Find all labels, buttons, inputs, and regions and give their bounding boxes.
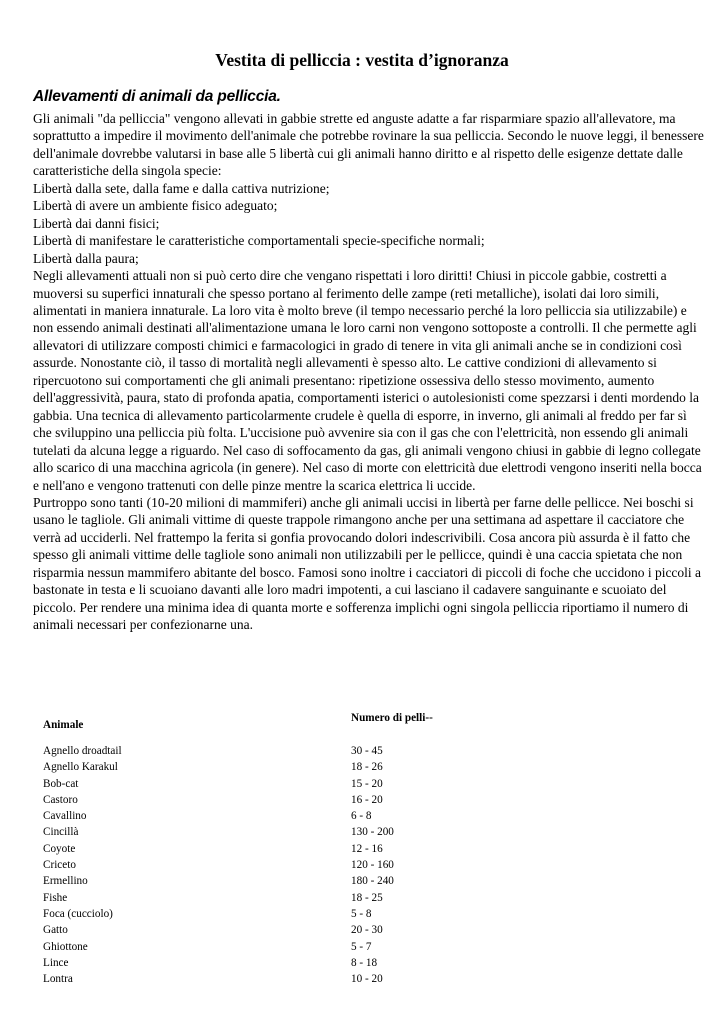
table-row bbox=[43, 873, 443, 889]
paragraph-trapping: Purtroppo sono tanti (10-20 milioni di mammiferi) anche gli animali uccisi in libertà per farne delle pellicce. Nei boschi si usano le tagliole. Gli animali vittime di queste trappole rimangono anche per una settimana ad aspettare il cacciatore che verrà ad ucciderli. Nel frattempo la ferita si gonfia provocando dolori indescrivibili. Cosa ancora più assurda è il fatto che spesso gli animali vittime delle tagliole sono animali non utilizzabili per le pellicce, quindi è una caccia spietata che non risparmia nessun mammifero abitante del bosco. Famosi sono inoltre i cacciatori di piccoli di foche che uccidono i piccoli a bastonate in testa e li scuoiano davanti alle loro madri impotenti, a cui lasciano il cadavere sanguinante e scuoiato del piccolo. Per rendere una minima idea di quanta morte e sofferenza implichi ogni singola pelliccia riportiamo il numero di animali necessari per confezionarne una. bbox=[33, 494, 702, 633]
cell-animal: Lontra bbox=[43, 973, 73, 986]
paragraph-freedom-3: Libertà dai danni fisici; bbox=[33, 215, 160, 231]
table-row bbox=[43, 808, 443, 824]
cell-pelts: 16 - 20 bbox=[351, 793, 383, 806]
cell-pelts: 130 - 200 bbox=[351, 826, 394, 839]
cell-pelts: 18 - 25 bbox=[351, 891, 383, 904]
cell-pelts: 18 - 26 bbox=[351, 761, 383, 774]
section-subtitle: Allevamenti di animali da pelliccia. bbox=[33, 88, 281, 105]
cell-pelts: 8 - 18 bbox=[351, 956, 378, 969]
cell-pelts: 5 - 7 bbox=[351, 940, 372, 953]
table-body bbox=[43, 743, 443, 987]
cell-animal: Ghiottone bbox=[43, 940, 88, 953]
cell-pelts: 180 - 240 bbox=[351, 875, 394, 888]
cell-animal: Agnello droadtail bbox=[43, 745, 122, 757]
body-text bbox=[33, 110, 705, 634]
cell-animal: Fishe bbox=[43, 891, 68, 904]
paragraph-freedom-2: Libertà di avere un ambiente fisico adeguato; bbox=[33, 198, 278, 214]
paragraph-freedom-5: Libertà dalla paura; bbox=[33, 250, 139, 266]
table-row bbox=[43, 857, 443, 873]
table-row bbox=[43, 939, 443, 955]
table-header-pelts: Numero di pelli-- bbox=[351, 712, 433, 724]
cell-pelts: 20 - 30 bbox=[351, 924, 383, 937]
cell-animal: Cavallino bbox=[43, 810, 87, 823]
table-row bbox=[43, 890, 443, 906]
cell-animal: Gatto bbox=[43, 924, 68, 937]
paragraph-freedom-1: Libertà dalla sete, dalla fame e dalla cattiva nutrizione; bbox=[33, 180, 330, 196]
table-row bbox=[43, 759, 443, 775]
table-row bbox=[43, 776, 443, 792]
table-row bbox=[43, 792, 443, 808]
cell-animal: Ermellino bbox=[43, 875, 88, 888]
paragraph-freedom-4: Libertà di manifestare le caratteristiche comportamentali specie-specifiche normali; bbox=[33, 233, 485, 249]
cell-pelts: 30 - 45 bbox=[351, 745, 383, 757]
paragraph-intro: Gli animali "da pelliccia" vengono allevati in gabbie strette ed anguste adatte a far risparmiare spazio all'allevatore, ma soprattutto a impedire il movimento dell'animale che potrebbe rovinare la sua pelliccia. Secondo le nuove leggi, il benessere dell'animale dovrebbe valutarsi in base alle 5 libertà cui gli animali hanno diritto e al rispetto delle esigenze dettate dalle caratteristiche della singola specie: bbox=[33, 111, 704, 179]
table-row bbox=[43, 824, 443, 840]
table-row bbox=[43, 971, 443, 987]
table-row bbox=[43, 922, 443, 938]
cell-pelts: 15 - 20 bbox=[351, 777, 383, 790]
cell-animal: Foca (cucciolo) bbox=[43, 907, 113, 920]
cell-pelts: 6 - 8 bbox=[351, 810, 372, 823]
cell-animal: Lince bbox=[43, 956, 69, 969]
page-title: Vestita di pelliccia : vestita d’ignoranza bbox=[215, 50, 509, 70]
table-row bbox=[43, 743, 443, 759]
table-header-animal: Animale bbox=[43, 719, 84, 731]
cell-pelts: 12 - 16 bbox=[351, 842, 383, 855]
cell-animal: Coyote bbox=[43, 842, 76, 855]
cell-animal: Agnello Karakul bbox=[43, 761, 118, 774]
cell-pelts: 10 - 20 bbox=[351, 973, 383, 986]
table-row bbox=[43, 841, 443, 857]
table-row bbox=[43, 906, 443, 922]
cell-animal: Cincillà bbox=[43, 826, 79, 839]
table-row bbox=[43, 955, 443, 971]
cell-animal: Criceto bbox=[43, 859, 76, 872]
cell-pelts: 120 - 160 bbox=[351, 859, 394, 872]
cell-animal: Bob-cat bbox=[43, 777, 79, 790]
paragraph-farming: Negli allevamenti attuali non si può certo dire che vengano rispettati i loro diritti! Chiusi in piccole gabbie, costretti a muoversi su superfici innaturali che spesso portano al ferimento delle zampe (reti metalliche), isolati dai loro simili, alimentati in maniera innaturale. La loro vita è molto breve (il tempo necessario perché la loro pelliccia sia utilizzabile) e non essendo animali destinati all'alimentazione umana le loro carni non vengono sottoposte a controlli. Il che permette agli allevatori di utilizzare composti chimici e farmacologici in grado di tenere in vita gli animali anche se in condizioni così assurde. Nonostante ciò, il tasso di mortalità negli allevamenti è spesso alto. Le cattive condizioni di allevamento si ripercuotono sui comportamenti che gli animali presentano: ripetizione ossessiva dello stesso movimento, aumento dell'aggressività, paura, stato di profonda apatia, comportamenti isterici o autolesionisti come spezzarsi i denti mordendo la gabbia. Una tecnica di allevamento particolarmente crudele è quella di esporre, in inverno, gli animali al freddo per far sì che sviluppino una pelliccia più folta. L'uccisione può avvenire sia con il gas che con l'elettricità, non essendo gli animali tutelati da alcuna legge a riguardo. Nel caso di soffocamento da gas, gli animali vengono chiusi in gabbie di legno collegate allo scarico di una macchina agricola (in genere). Nel caso di morte con elettricità due elettrodi vengono inseriti nella bocca e nell'ano e vengono trattenuti con delle pinze mentre la scarica elettrica li uccide. bbox=[33, 268, 702, 493]
cell-animal: Castoro bbox=[43, 793, 78, 806]
cell-pelts: 5 - 8 bbox=[351, 907, 372, 920]
